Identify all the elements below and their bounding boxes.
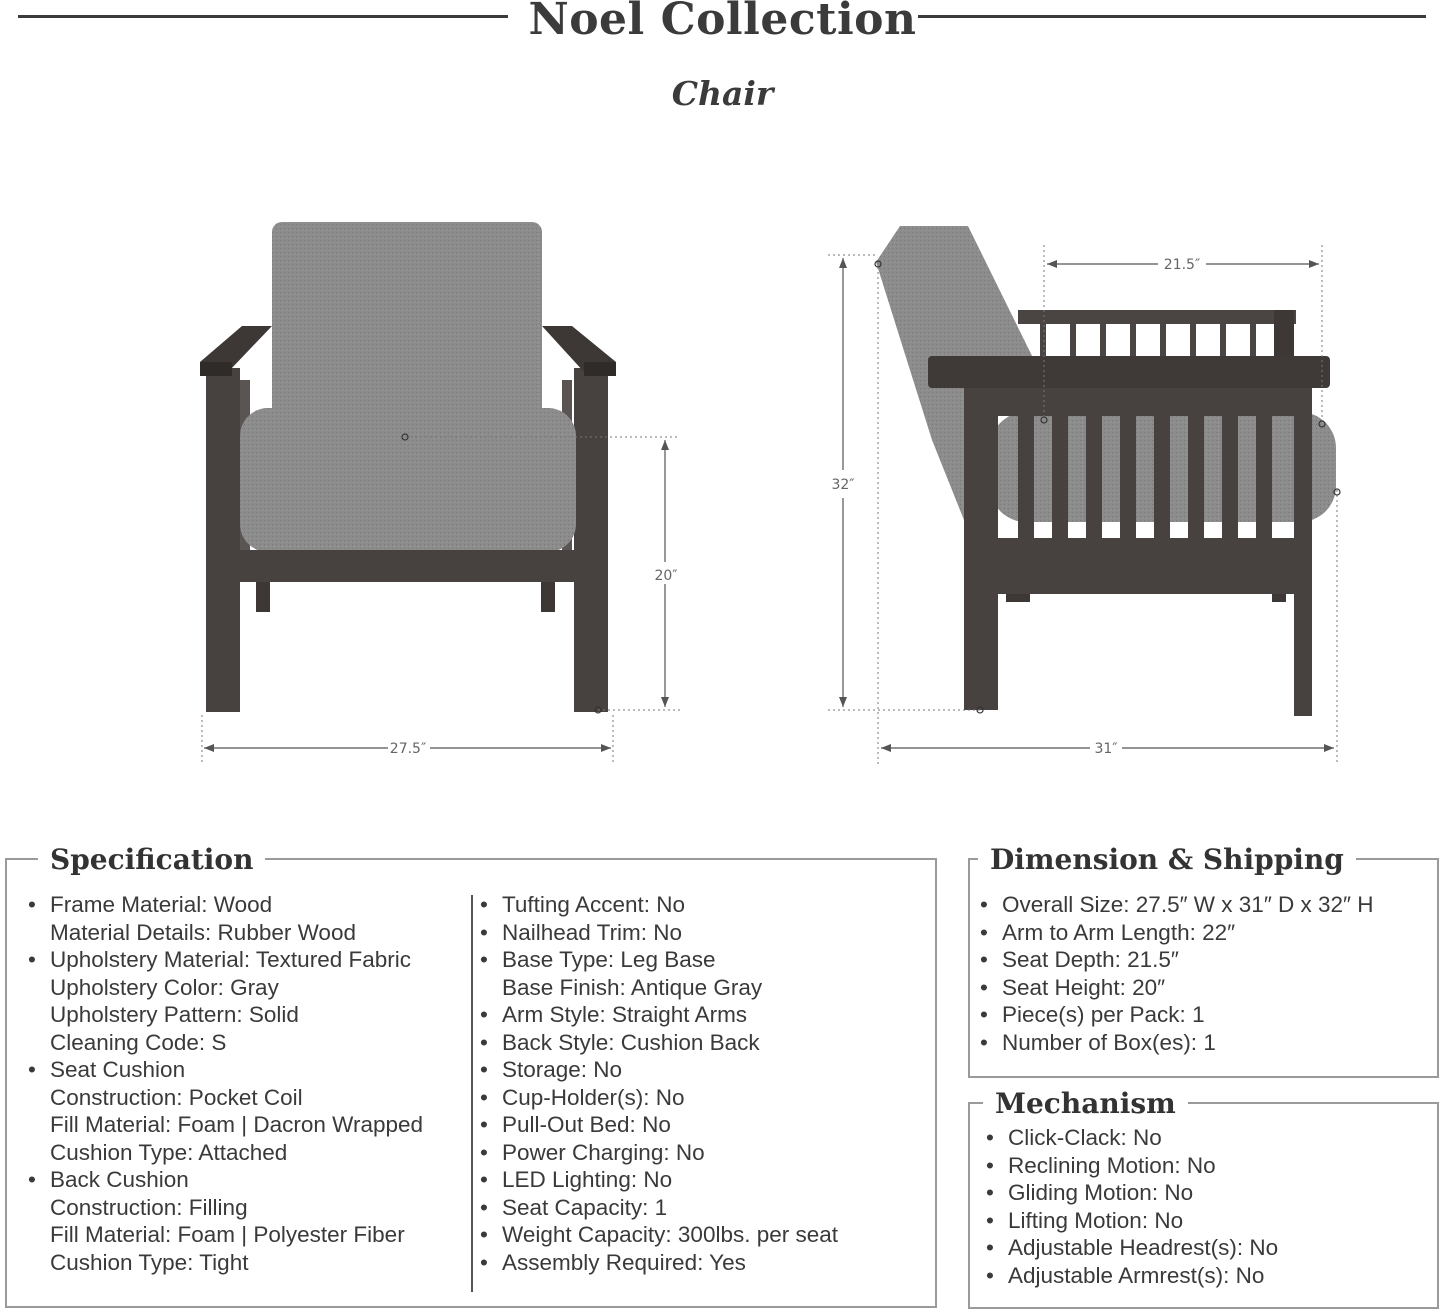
specification-list-right — [480, 891, 838, 1276]
list-item: • Number of Box(es): 1 — [980, 1029, 1374, 1057]
list-item: • Frame Material: Wood — [28, 891, 423, 919]
overall-depth-label: 31″ — [1094, 741, 1118, 757]
mechanism-heading: Mechanism — [983, 1087, 1188, 1121]
side-back-leg — [964, 388, 998, 710]
list-item: • Overall Size: 27.5″ W x 31″ D x 32″ H — [980, 891, 1374, 919]
spec-column-divider — [471, 895, 473, 1292]
front-left-leg — [206, 368, 240, 712]
list-item: • Adjustable Headrest(s): No — [986, 1234, 1278, 1262]
list-item: • Adjustable Armrest(s): No — [986, 1262, 1278, 1290]
list-item: Upholstery Color: Gray — [50, 974, 279, 1000]
overall-height-label: 32″ — [831, 477, 855, 493]
list-item: Cleaning Code: S — [50, 1029, 227, 1055]
seat-depth-label: 21.5″ — [1163, 257, 1201, 273]
back-cushion-front — [272, 222, 542, 422]
list-item: • Back Cushion — [28, 1166, 423, 1194]
list-item: • Seat Capacity: 1 — [480, 1194, 838, 1222]
list-item: • Cup-Holder(s): No — [480, 1084, 838, 1112]
list-item: • Back Style: Cushion Back — [480, 1029, 838, 1057]
page-subtitle: Chair — [671, 74, 774, 113]
list-item: • Storage: No — [480, 1056, 838, 1084]
dimension-shipping-heading: Dimension & Shipping — [978, 843, 1356, 877]
list-item: • Weight Capacity: 300lbs. per seat — [480, 1221, 838, 1249]
list-item: Fill Material: Foam | Polyester Fiber — [50, 1222, 405, 1247]
side-seat-rail — [998, 538, 1294, 594]
chair-front-view — [200, 222, 616, 712]
list-item: Construction: Pocket Coil — [50, 1084, 303, 1110]
list-item: • Tufting Accent: No — [480, 891, 838, 919]
seat-height-label: 20″ — [654, 568, 678, 584]
front-width-label: 27.5″ — [389, 741, 427, 757]
list-item: • Base Type: Leg Base — [480, 946, 838, 974]
list-item: • Upholstery Material: Textured Fabric — [28, 946, 423, 974]
front-seat-rail — [240, 550, 576, 582]
page-title: Noel Collection — [528, 0, 917, 45]
list-item: • Power Charging: No — [480, 1139, 838, 1167]
list-item: • LED Lighting: No — [480, 1166, 838, 1194]
front-right-leg — [574, 368, 608, 712]
mechanism-list — [986, 1124, 1278, 1289]
list-item: • Piece(s) per Pack: 1 — [980, 1001, 1374, 1029]
list-item: • Pull-Out Bed: No — [480, 1111, 838, 1139]
list-item: • Gliding Motion: No — [986, 1179, 1278, 1207]
list-item: • Nailhead Trim: No — [480, 919, 838, 947]
list-item: Cushion Type: Tight — [50, 1249, 249, 1275]
list-item: • Seat Depth: 21.5″ — [980, 946, 1374, 974]
list-item: • Assembly Required: Yes — [480, 1249, 838, 1277]
list-item: Construction: Filling — [50, 1194, 248, 1220]
list-item: Cushion Type: Attached — [50, 1139, 288, 1165]
list-item: • Arm to Arm Length: 22″ — [980, 919, 1374, 947]
list-item: • Seat Cushion — [28, 1056, 423, 1084]
list-item: • Click-Clack: No — [986, 1124, 1278, 1152]
dimension-shipping-list — [980, 891, 1374, 1056]
seat-cushion-front — [240, 408, 576, 552]
list-item: • Arm Style: Straight Arms — [480, 1001, 838, 1029]
list-item: • Reclining Motion: No — [986, 1152, 1278, 1180]
list-item: Material Details: Rubber Wood — [50, 919, 356, 945]
chair-side-view — [876, 226, 1336, 716]
specification-heading: Specification — [38, 843, 265, 877]
list-item: Fill Material: Foam | Dacron Wrapped — [50, 1112, 424, 1137]
list-item: • Lifting Motion: No — [986, 1207, 1278, 1235]
side-arm — [928, 356, 1330, 388]
list-item: Upholstery Pattern: Solid — [50, 1002, 299, 1027]
list-item: • Seat Height: 20″ — [980, 974, 1374, 1002]
specification-list-left — [28, 891, 423, 1276]
list-item: Base Finish: Antique Gray — [502, 974, 763, 1000]
side-front-leg — [1294, 388, 1312, 716]
